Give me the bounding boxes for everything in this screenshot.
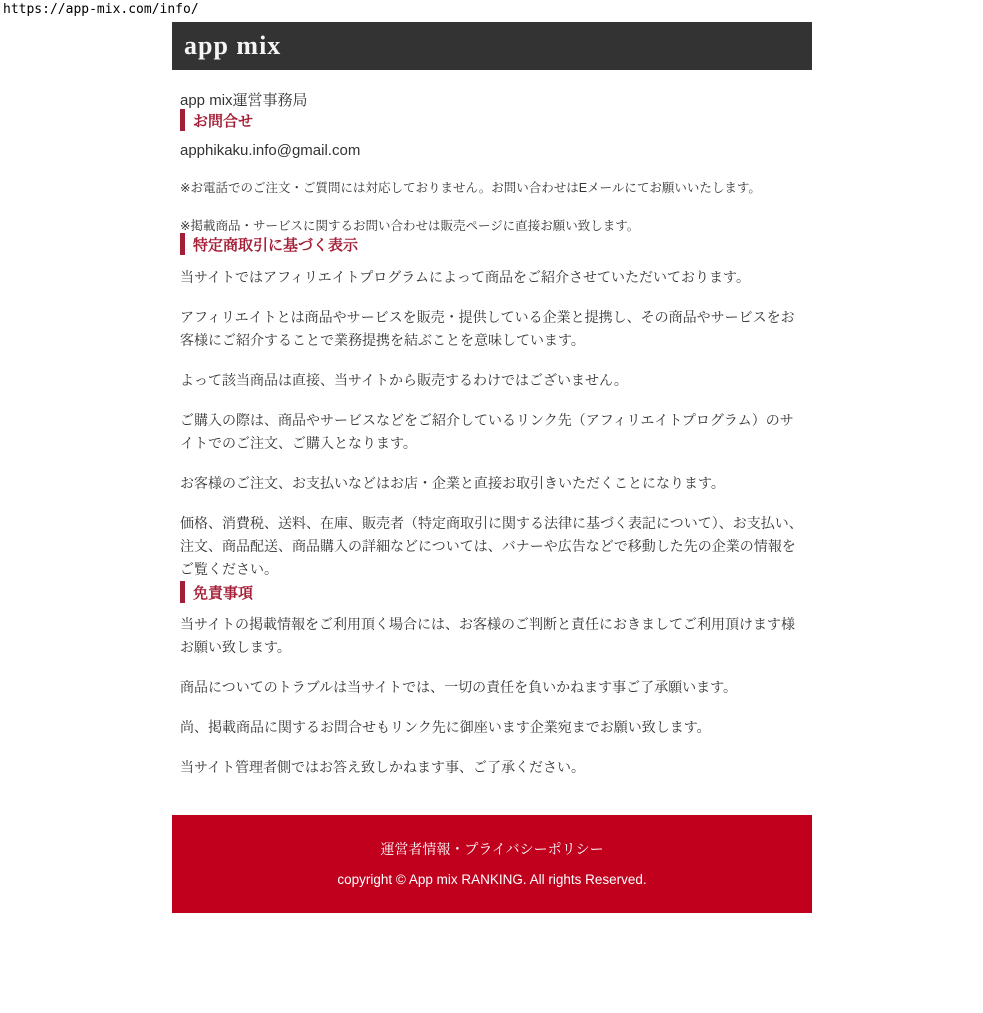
section-heading-disclaimer: 免責事項 xyxy=(180,581,804,603)
contact-note-products: ※掲載商品・サービスに関するお問い合わせは販売ページに直接お願い致します。 xyxy=(180,219,640,233)
disclaimer-paragraph: 当サイトの掲載情報をご利用頂く場合には、お客様のご判断と責任におきましてご利用頂けます様お願い致します。 xyxy=(180,616,796,655)
commerce-paragraph: ご購入の際は、商品やサービスなどをご紹介しているリンク先（アフィリエイトプログラム）のサイトでのご注文、ご購入となります。 xyxy=(180,412,794,451)
section-heading-contact: お問合せ xyxy=(180,109,804,131)
footer-operator-privacy-link[interactable]: 運営者情報・プライバシーポリシー xyxy=(380,841,604,857)
section-heading-commerce-law: 特定商取引に基づく表示 xyxy=(180,233,804,255)
contact-email-text: apphikaku.info@gmail.com xyxy=(180,142,361,159)
commerce-paragraph: アフィリエイトとは商品やサービスを販売・提供している企業と提携し、その商品やサービスをお客様にご紹介することで業務提携を結ぶことを意味しています。 xyxy=(180,309,795,348)
site-header xyxy=(172,22,812,70)
site-title: app mix xyxy=(184,31,282,60)
operator-name-text: app mix運営事務局 xyxy=(180,92,308,109)
disclaimer-paragraph: 商品についてのトラブルは当サイトでは、一切の責任を負いかねます事ご了承願います。 xyxy=(180,679,738,695)
copyright-text: copyright © App mix RANKING. All rights Reserved. xyxy=(337,872,647,887)
page-container xyxy=(172,22,812,913)
disclaimer-paragraph: 尚、掲載商品に関するお問合せもリンク先に御座います企業宛までお願い致します。 xyxy=(180,719,711,735)
page-url-label: https://app-mix.com/info/ xyxy=(3,2,199,17)
commerce-paragraph: よって該当商品は直接、当サイトから販売するわけではございません。 xyxy=(180,372,628,388)
commerce-paragraph: お客様のご注文、お支払いなどはお店・企業と直接お取引きいただくことになります。 xyxy=(180,475,725,491)
disclaimer-paragraph: 当サイト管理者側ではお答え致しかねます事、ご了承ください。 xyxy=(180,759,586,775)
commerce-paragraph: 当サイトではアフィリエイトプログラムによって商品をご紹介させていただいております。 xyxy=(180,269,750,285)
contact-note-phone: ※お電話でのご注文・ご質問には対応しておりません。お問い合わせはEメールにてお願いいたします。 xyxy=(180,181,761,195)
page-content xyxy=(172,92,812,779)
commerce-paragraph: 価格、消費税、送料、在庫、販売者（特定商取引に関する法律に基づく表記について）、お支払い、注文、商品配送、商品購入の詳細などについては、バナーや広告などで移動した先の企業の情報をご覧ください。 xyxy=(180,515,803,577)
site-footer xyxy=(172,815,812,913)
